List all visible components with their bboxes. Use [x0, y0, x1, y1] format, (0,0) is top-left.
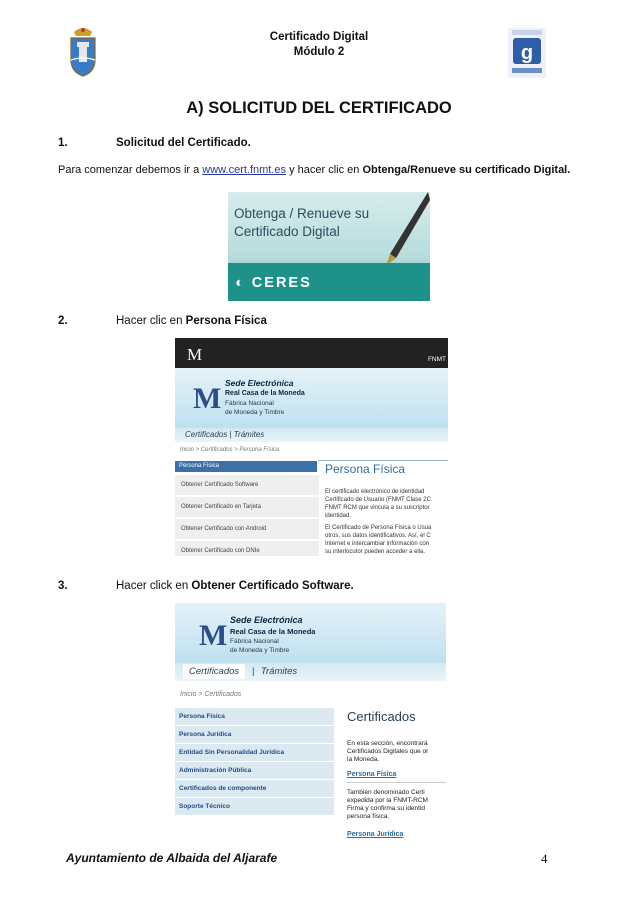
page-number: 4	[541, 851, 548, 866]
body-line: El certificado electrónico de identidad	[325, 489, 425, 495]
step3-prefix: Hacer click en	[116, 580, 192, 592]
intro-line: la Moneda.	[347, 756, 380, 763]
sede-title: Sede Electrónica	[230, 615, 303, 625]
sede-banner	[175, 368, 448, 428]
pf-line: También denominado Certi	[347, 789, 425, 796]
fabrica-text	[230, 637, 289, 655]
body-line: identidad.	[325, 513, 352, 519]
step2-bold: Persona Física	[185, 315, 267, 327]
intro-line: En esta sección, encontrará	[347, 740, 428, 747]
fabrica-line1: Fábrica Nacional	[225, 400, 274, 407]
header-line1: Certificado Digital	[269, 31, 369, 43]
breadcrumb: Inicio > Certificados > Persona Física	[180, 447, 280, 453]
sede-title: Sede Electrónica	[225, 378, 294, 388]
main-title: Persona Física	[325, 462, 406, 476]
fnmt-link[interactable]: www.cert.fnmt.es	[202, 164, 287, 176]
step2-text	[116, 315, 267, 327]
fnmt-top-label: FNMT	[427, 356, 446, 363]
sidebar-header[interactable]: Persona Física	[175, 461, 317, 472]
fnmt-top-logo: M	[187, 345, 203, 364]
intro-middle: y hacer clic en	[286, 164, 363, 176]
fabrica-line2: de Moneda y Timbre	[230, 647, 290, 654]
body-line: Certificado de Usuario (FNMT Clase 2C	[325, 497, 431, 503]
fabrica-text	[225, 399, 284, 417]
fnmt-crest-icon: M	[199, 619, 228, 652]
sidebar-item-entidad[interactable]: Entidad Sin Personalidad Jurídica	[175, 744, 334, 762]
ceres-c-icon: ◐	[235, 275, 252, 291]
link-persona-juridica[interactable]: Persona Jurídica	[347, 831, 404, 838]
tab-separator: |	[251, 666, 255, 677]
sidebar-item-software[interactable]: Obtener Certificado Software	[175, 475, 319, 496]
breadcrumb: Inicio > Certificados	[180, 691, 242, 698]
body-line: El Certificado de Persona Física o Usua	[325, 525, 432, 531]
sidebar-item-soporte[interactable]: Soporte Técnico	[175, 798, 334, 816]
document-header	[0, 30, 638, 60]
section-rule	[347, 782, 446, 783]
step2-number: 2.	[58, 315, 68, 327]
step3-text	[116, 580, 354, 592]
footer-org: Ayuntamiento de Albaida del Aljarafe	[66, 851, 278, 865]
nav-tabs	[175, 663, 446, 681]
ceres-banner[interactable]	[228, 192, 430, 301]
pf-line: persona física.	[347, 813, 390, 820]
screenshot-persona-fisica	[175, 338, 448, 556]
intro-paragraph	[58, 164, 570, 176]
nav-text[interactable]: Certificados | Trámites	[185, 430, 265, 439]
step2-prefix: Hacer clic en	[116, 315, 186, 327]
header-line2: Módulo 2	[293, 46, 345, 58]
intro-line: Certificados Digitales que or	[347, 748, 429, 755]
sidebar-item-componente[interactable]: Certificados de componente	[175, 780, 334, 798]
section-title: A) SOLICITUD DEL CERTIFICADO	[186, 99, 452, 117]
tab-certificados[interactable]: Certificados	[183, 664, 245, 679]
sidebar-item-administracion[interactable]: Administración Pública	[175, 762, 334, 780]
real-casa: Real Casa de la Moneda	[230, 627, 316, 636]
step1-number: 1.	[58, 137, 68, 149]
step1-text: Solicitud del Certificado.	[116, 137, 251, 149]
pf-text	[347, 789, 428, 821]
fnmt-top-bar	[175, 338, 448, 368]
step3-bold: Obtener Certificado Software.	[191, 580, 354, 592]
real-casa: Real Casa de la Moneda	[225, 390, 305, 397]
link-persona-fisica[interactable]: Persona Física	[347, 771, 397, 778]
fnmt-crest-icon: M	[193, 382, 222, 415]
pf-line: expedida por la FNMT-RCM	[347, 797, 428, 804]
banner-line1: Obtenga / Renueve su	[234, 206, 370, 221]
screenshot-certificados	[175, 603, 446, 845]
pf-line: Firma y confirma su identid	[347, 805, 426, 812]
sidebar-item-dnie[interactable]: Obtener Certificado con DNIe	[175, 541, 319, 556]
main-body	[325, 488, 431, 556]
body-line: otros, sus datos identificativos. Así, el C	[325, 533, 431, 539]
sidebar-item-persona-fisica[interactable]: Persona Física	[175, 708, 334, 726]
intro-prefix: Para comenzar debemos ir a	[58, 164, 203, 176]
fabrica-line2: de Moneda y Timbre	[225, 409, 285, 416]
body-line: su interlocutor pueden acceder a ella.	[325, 549, 426, 555]
body-line: Internet e intercambiar información con	[325, 541, 430, 547]
intro-text	[347, 740, 428, 764]
banner-line2: Certificado Digital	[234, 224, 340, 239]
title-rule	[318, 460, 448, 461]
sidebar-item-android[interactable]: Obtener Certificado con Android	[175, 519, 319, 540]
ceres-logo-text: CERES	[251, 275, 312, 291]
sede-banner-2	[175, 603, 446, 663]
sidebar-item-tarjeta[interactable]: Obtener Certificado en Tarjeta	[175, 497, 319, 518]
nav-bar[interactable]	[175, 428, 448, 442]
ceres-logo	[235, 275, 312, 291]
step3-number: 3.	[58, 580, 68, 592]
main-title: Certificados	[347, 709, 416, 724]
fabrica-line1: Fábrica Nacional	[230, 638, 279, 645]
intro-bold: Obtenga/Renueve su certificado Digital.	[362, 164, 571, 176]
banner-text	[234, 205, 369, 241]
body-line: FNMT RCM que vincula a su suscriptor	[325, 505, 430, 511]
tab-tramites[interactable]: Trámites	[260, 666, 298, 677]
sidebar-item-persona-juridica[interactable]: Persona Jurídica	[175, 726, 334, 744]
svg-text:g: g	[520, 42, 534, 64]
